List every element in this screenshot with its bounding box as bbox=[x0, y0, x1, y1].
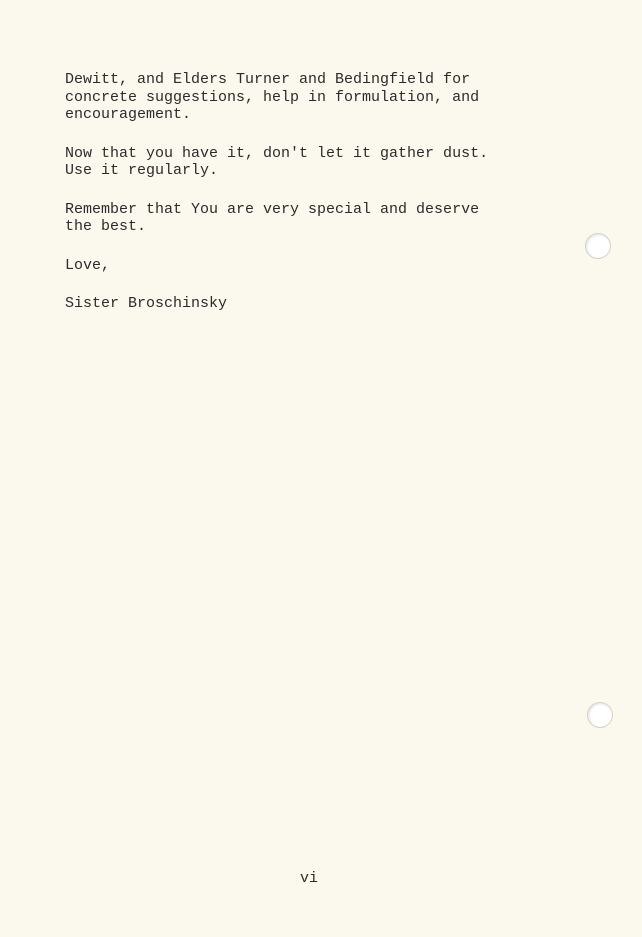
page-body bbox=[65, 71, 565, 334]
salutation: Love, bbox=[65, 256, 111, 274]
acknowledgement-paragraph: Dewitt, and Elders Turner and Bedingfield for concrete suggestions, help in formulation, and encouragement. bbox=[65, 71, 480, 123]
signature: Sister Broschinsky bbox=[65, 295, 228, 312]
usage-paragraph: Now that you have it, don't let it gather dust. Use it regularly. bbox=[65, 144, 489, 179]
page-number: vi bbox=[300, 870, 319, 887]
closing-paragraph: Remember that You are very special and deserve the best. bbox=[65, 200, 480, 235]
binder-hole-top bbox=[585, 233, 611, 259]
binder-hole-bottom bbox=[587, 702, 613, 728]
